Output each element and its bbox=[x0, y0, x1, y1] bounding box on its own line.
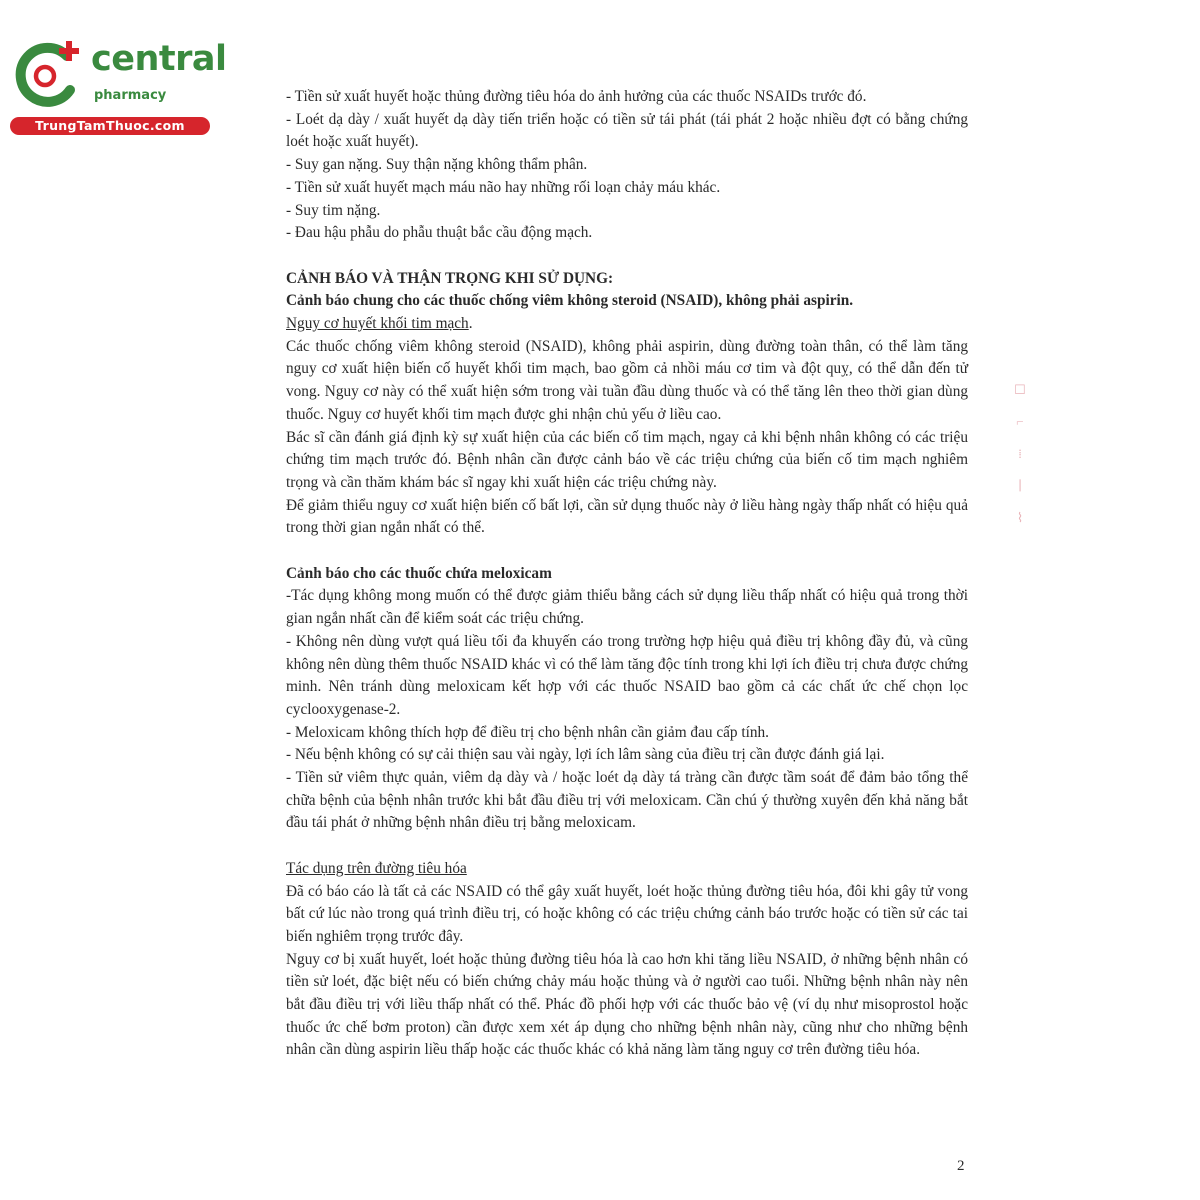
contraindication-item: - Suy tim nặng. bbox=[286, 201, 381, 219]
page-number: 2 bbox=[957, 1158, 965, 1174]
margin-stamp: ☐ ⌐ ⁞ ∣ ⌇ bbox=[1014, 382, 1026, 525]
general-warning-heading: Cảnh báo chung cho các thuốc chống viêm không steroid (NSAID), không phải aspirin. bbox=[286, 292, 854, 310]
cv-risk-title: Nguy cơ huyết khối tim mạch bbox=[286, 315, 469, 333]
contraindication-item: - Suy gan nặng. Suy thận nặng không thẩm phân. bbox=[286, 156, 588, 174]
meloxicam-item: - Không nên dùng vượt quá liều tối đa khuyến cáo trong trường hợp hiệu quả điều trị không đầy đủ, và cũng không nên dùng thêm thuốc NSAID khác vì có thể làm tăng độc tính trong khi lợi ích điều trị chưa được chứng minh. Nên tránh dùng meloxicam kết hợp với các thuốc NSAID bao gồm cả các chất ức chế chọn lọc cyclooxygenase-2. bbox=[286, 632, 968, 718]
meloxicam-item: -Tác dụng không mong muốn có thể được giảm thiểu bằng cách sử dụng liều thấp nhất có hiệu quả trong thời gian ngắn nhất cần để kiểm soát các triệu chứng. bbox=[286, 587, 968, 628]
logo-brand-text: central bbox=[91, 39, 227, 79]
contraindication-item: - Đau hậu phẫu do phẫu thuật bắc cầu động mạch. bbox=[286, 224, 593, 242]
meloxicam-heading: Cảnh báo cho các thuốc chứa meloxicam bbox=[286, 564, 552, 582]
meloxicam-item: - Tiền sử viêm thực quản, viêm dạ dày và / hoặc loét dạ dày tá tràng cần được tầm soát để đảm bảo tổng thể chữa bệnh của bệnh nhân trước khi bắt đầu điều trị với meloxicam. Cần chú ý thường xuyên đến khả năng bắt đầu tái phát ở những bệnh nhân điều trị bằng meloxicam. bbox=[286, 769, 968, 832]
logo-sub-text: pharmacy bbox=[94, 88, 167, 103]
cv-risk-paragraph: Bác sĩ cần đánh giá định kỳ sự xuất hiện của các biến cố tim mạch, ngay cả khi bệnh nhân không có các triệu chứng tim mạch trước đó. Bệnh nhân cần được cảnh báo về các triệu chứng của biến cố tim mạch nghiêm trọng và cần thăm khám bác sĩ ngay khi xuất hiện các triệu chứng này. bbox=[286, 428, 968, 491]
gi-effects-title: Tác dụng trên đường tiêu hóa bbox=[286, 859, 467, 877]
meloxicam-item: - Nếu bệnh không có sự cải thiện sau vài ngày, lợi ích lâm sàng của điều trị cần được đánh giá lại. bbox=[286, 746, 885, 764]
contraindication-item: - Loét dạ dày / xuất huyết dạ dày tiến triển hoặc có tiền sử tái phát (tái phát 2 hoặc nhiều đợt có bằng chứng loét hoặc xuất huyết). bbox=[286, 110, 968, 151]
warnings-heading: CẢNH BÁO VÀ THẬN TRỌNG KHI SỬ DỤNG: bbox=[286, 269, 614, 287]
document-body bbox=[286, 86, 968, 1062]
cv-risk-paragraph: Để giảm thiểu nguy cơ xuất hiện biến cố bất lợi, cần sử dụng thuốc này ở liều hàng ngày thấp nhất có hiệu quả trong thời gian ngắn nhất có thể. bbox=[286, 496, 968, 537]
gi-effects-paragraph: Đã có báo cáo là tất cả các NSAID có thể gây xuất huyết, loét hoặc thủng đường tiêu hóa, đôi khi gây tử vong bất cứ lúc nào trong quá trình điều trị, có hoặc không có các triệu chứng cảnh báo trước hoặc có tiền sử các tai biến nghiêm trọng trước đây. bbox=[286, 882, 968, 945]
gi-effects-paragraph: Nguy cơ bị xuất huyết, loét hoặc thủng đường tiêu hóa là cao hơn khi tăng liều NSAID, ở những bệnh nhân có tiền sử loét, đặc biệt nếu có biến chứng chảy máu hoặc thủng và ở người cao tuổi. Những bệnh nhân này nên bắt đầu điều trị với liều thấp nhất có thể. Phác đồ phối hợp với các thuốc bảo vệ (ví dụ như misoprostol hoặc thuốc ức chế bơm proton) cần được xem xét áp dụng cho những bệnh nhân này, cũng như cho những bệnh nhân cần dùng aspirin liều thấp hoặc các thuốc khác có khả năng làm tăng nguy cơ trên đường tiêu hóa. bbox=[286, 950, 968, 1059]
cv-risk-title-dot: . bbox=[468, 315, 473, 333]
contraindication-item: - Tiền sử xuất huyết mạch máu não hay những rối loạn chảy máu khác. bbox=[286, 178, 721, 196]
cv-risk-paragraph: Các thuốc chống viêm không steroid (NSAID), không phải aspirin, dùng đường toàn thân, có thể làm tăng nguy cơ xuất hiện biến cố huyết khối tim mạch, bao gồm cả nhồi máu cơ tim và đột quỵ, có thể dẫn đến tử vong. Nguy cơ này có thể xuất hiện sớm trong vài tuần đầu dùng thuốc và có thể tăng lên theo thời gian dùng thuốc. Nguy cơ huyết khối tim mạch được ghi nhận chủ yếu ở liều cao. bbox=[286, 337, 968, 423]
meloxicam-item: - Meloxicam không thích hợp để điều trị cho bệnh nhân cần giảm đau cấp tính. bbox=[286, 723, 770, 741]
pharmacy-cross-icon bbox=[12, 38, 88, 114]
logo-banner: TrungTamThuoc.com bbox=[10, 117, 210, 135]
cv-risk-title-line bbox=[286, 313, 968, 336]
contraindication-item: - Tiền sử xuất huyết hoặc thủng đường tiêu hóa do ảnh hưởng của các thuốc NSAIDs trước đó. bbox=[286, 88, 867, 105]
central-pharmacy-logo bbox=[8, 38, 227, 138]
